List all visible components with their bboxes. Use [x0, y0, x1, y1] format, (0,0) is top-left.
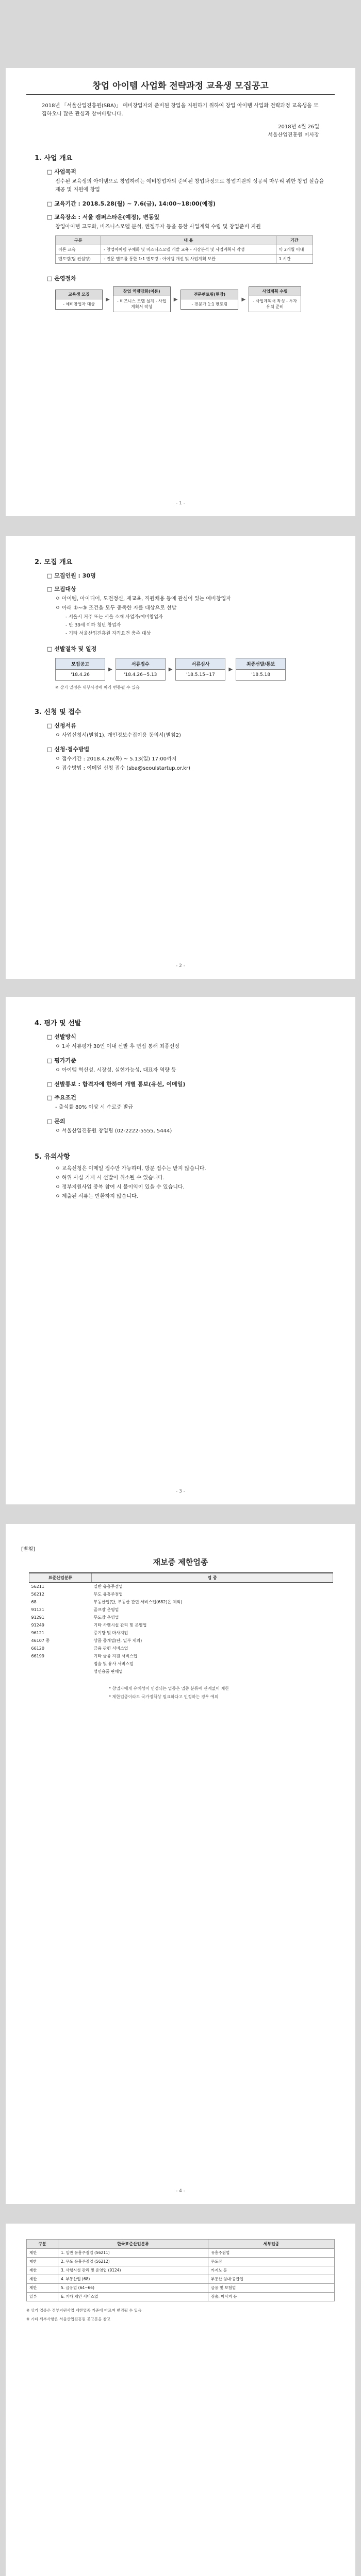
table-cell: 4. 부동산업 (68): [58, 2275, 208, 2284]
edu-place-detail: 창업아이템 고도화, 비즈니스모델 분석, 엔젤투자 등을 통한 사업계획 수립 및 창업준비 지원: [55, 224, 261, 230]
notify-text: □ 선발통보 : 합격자에 한하여 개별 통보(유선, 이메일): [47, 1081, 186, 1088]
conditions-heading: □ 주요조건: [47, 1094, 76, 1101]
page-title: 창업 아이템 사업화 전략과정 교육생 모집공고: [26, 78, 335, 95]
caution-item: ㅇ 제출된 서류는 반환하지 않습니다.: [55, 1194, 138, 1199]
schedule-step-title: 서류심사: [176, 658, 225, 670]
target-item: ㅇ 아래 ①~③ 조건을 모두 충족한 자를 대상으로 선발: [55, 605, 177, 611]
arrow-right-icon: ▶: [228, 666, 233, 672]
section-heading: 1. 사업 개요: [35, 155, 73, 162]
docs-heading: □ 신청서류: [47, 722, 76, 729]
table-row: [56, 245, 313, 255]
flow-step: [113, 286, 171, 312]
table-cell: - 전문 멘토를 통한 1:1 멘토링 - 아이템 개선 및 사업계획 보완: [101, 255, 276, 264]
apply-period: ㅇ 접수기간 : 2018.4.26(목) ~ 5.13(일) 17:00까지: [55, 756, 177, 762]
table-cell: 이론 교육: [56, 245, 101, 255]
schedule-step: [236, 658, 286, 681]
subsection-heading: □ 사업목적: [47, 168, 76, 175]
table-cell: 2. 무도 유흥주점업 (56212): [58, 2258, 208, 2266]
table-cell: 제한: [27, 2258, 58, 2266]
target-item: ㅇ 아이템, 아이디어, 도전정신, 재교육, 직원채용 등에 관심이 있는 예비창업자: [55, 596, 231, 602]
code-cell: [29, 1668, 92, 1675]
code-cell: 91121: [31, 1607, 44, 1612]
table-row: [29, 1637, 333, 1645]
schedule-step: [175, 658, 225, 681]
restriction-note: * 제한업종이라도 국가정책상 필요하다고 인정하는 경우 예외: [109, 1694, 219, 1699]
apply-heading: □ 신청·접수방법: [47, 746, 90, 753]
table-row: [29, 1606, 333, 1614]
schedule-step-title: 최종선발/통보: [236, 658, 285, 670]
table-row: [29, 1645, 333, 1652]
table-cell: 카지노 등: [208, 2266, 335, 2275]
page-number: - 1 -: [176, 501, 185, 506]
table-cell: 제한: [27, 2284, 58, 2293]
restricted-industry-table: [29, 1572, 333, 1675]
table-cell: 제한: [27, 2266, 58, 2275]
table-row: [29, 1621, 333, 1629]
flow-step-body: - 예비창업자 대상: [62, 301, 95, 307]
table-row: [27, 2275, 335, 2284]
flow-step-title: 전문멘토링(현장): [181, 290, 238, 299]
caution-item: ㅇ 허위 사실 기재 시 선발이 취소될 수 있습니다.: [55, 1175, 165, 1181]
table-row: [29, 1583, 333, 1591]
docs-item: ㅇ 사업신청서(별첨1), 개인정보수집이용 동의서(별첨2): [55, 733, 181, 738]
schedule-step: [116, 658, 166, 681]
industry-cell: 성인용품 판매업: [93, 1669, 123, 1674]
page-number: - 2 -: [176, 963, 185, 969]
conditions-detail: - 출석률 80% 이상 시 수료증 발급: [55, 1105, 134, 1110]
table-footnote: ※ 기타 세부사항은 서울산업진흥원 공고문을 참고: [26, 2317, 111, 2321]
table-header: 업 종: [92, 1573, 333, 1583]
table-row: [56, 255, 313, 264]
criteria-heading: □ 평가기준: [47, 1057, 76, 1064]
table-cell: 무도장: [208, 2258, 335, 2266]
flow-step-title: 창업 역량강화(이론): [113, 287, 170, 296]
industry-category-table: [26, 2239, 335, 2301]
table-row: [29, 1629, 333, 1637]
table-cell: 일부: [27, 2293, 58, 2301]
schedule-step-date: '18.4.26: [71, 672, 90, 677]
schedule-heading: □ 선발절차 및 일정: [47, 646, 97, 652]
page-4: [6, 1524, 355, 2204]
attachment-label: [별첨]: [21, 1547, 36, 1552]
table-cell: 제한: [27, 2249, 58, 2258]
schedule-step: [55, 658, 105, 681]
code-cell: 91291: [31, 1615, 44, 1620]
code-cell: 91249: [31, 1623, 44, 1628]
table-header: 한국표준산업분류: [58, 2240, 208, 2249]
industry-cell: 기타 금융 지원 서비스업: [93, 1654, 138, 1658]
table-row: [27, 2293, 335, 2301]
page-number: - 3 -: [176, 1489, 185, 1494]
table-row: [27, 2258, 335, 2266]
contact-detail: ㅇ 서울산업진흥원 창업팀 (02-2222-5555, 5444): [55, 1128, 172, 1134]
edu-period: □ 교육기간 : 2018.5.28(월) ~ 7.6(금), 14:00~18:00(예정): [47, 200, 216, 207]
table-row: [29, 1598, 333, 1606]
arrow-right-icon: ▶: [173, 296, 178, 302]
industry-cell: 점술 및 유사 서비스업: [93, 1662, 134, 1666]
section-heading: 3. 신청 및 접수: [35, 708, 81, 716]
industry-cell: 상품 중개업(단, 일부 제외): [93, 1638, 142, 1643]
flow-step: [55, 290, 103, 310]
industry-cell: 기타 사행시설 관리 및 운영업: [93, 1623, 147, 1628]
flow-step: [180, 290, 238, 310]
table-header: 구분: [27, 2240, 58, 2249]
industry-cell: 부동산업(단, 부동산 관련 서비스업(682)은 제외): [93, 1600, 183, 1604]
selection-detail: ㅇ 1차 서류평가 30인 이내 선발 후 면접 통해 최종선정: [55, 1044, 179, 1049]
table-footnote: ※ 상기 업종은 정부지원사업 제한업종 기준에 따르며 변경될 수 있음: [26, 2308, 142, 2313]
code-cell: 68: [31, 1600, 37, 1604]
schedule-row: [55, 658, 355, 681]
table-cell: 멘토링(팀 컨설팅): [56, 255, 101, 264]
flow-step: [249, 286, 301, 312]
table-row: [29, 1668, 333, 1675]
schedule-step-title: 서류접수: [116, 658, 165, 670]
attachment-title: 재보증 제한업종: [153, 1557, 208, 1567]
code-cell: 46107 중: [31, 1638, 50, 1643]
page-3: [6, 997, 355, 1504]
schedule-step-date: '18.5.15~17: [186, 672, 215, 677]
code-cell: 66199: [31, 1654, 44, 1658]
recruit-count: □ 모집인원 : 30명: [47, 572, 96, 579]
arrow-right-icon: ▶: [168, 666, 173, 672]
flow-step-body: - 전문가 1:1 멘토링: [191, 301, 228, 307]
table-cell: 금융 및 보험업: [208, 2284, 335, 2293]
flow-step-title: 교육생 모집: [56, 290, 102, 299]
table-cell: 3. 사행시설 관리 및 운영업 (9124): [58, 2266, 208, 2275]
section-heading: 5. 유의사항: [35, 1153, 70, 1161]
table-row: [29, 1590, 333, 1598]
industry-cell: 증기탕 및 마사지업: [93, 1631, 128, 1635]
table-cell: 부동산 임대·공급업: [208, 2275, 335, 2284]
table-row: [29, 1614, 333, 1621]
schedule-note: ※ 상기 일정은 내부사정에 따라 변동될 수 있음: [55, 685, 140, 690]
target-condition: - 서울시 거주 또는 서울 소재 사업자/예비창업자: [65, 615, 163, 620]
target-condition: - 기타 서울산업진흥원 자격요건 충족 대상: [65, 631, 151, 636]
caution-item: ㅇ 정부지원사업 중복 참여 시 불이익이 있을 수 있습니다.: [55, 1184, 185, 1190]
target-condition: - 만 39세 이하 청년 창업자: [65, 623, 121, 628]
code-cell: 66120: [31, 1646, 44, 1651]
industry-cell: 무도장 운영업: [93, 1615, 119, 1620]
code-cell: 56211: [31, 1584, 44, 1589]
flow-step-title: 사업계획 수립: [249, 287, 301, 296]
recruit-target: □ 모집대상: [47, 586, 76, 592]
selection-method: □ 선발방식: [47, 1033, 76, 1040]
arrow-right-icon: ▶: [108, 666, 112, 672]
intro-text: 2018년 「서울산업진흥원(SBA)」 예비창업자의 준비된 창업을 지원하기 위하여 창업 아이템 사업화 전략과정 교육생을 모집하오니 많은 관심과 참여바랍니다.: [42, 103, 319, 117]
apply-method: ㅇ 접수방법 : 이메일 신청 접수 (sba@seoulstartup.or.kr): [55, 766, 190, 771]
industry-cell: 일반 유흥주점업: [93, 1584, 123, 1589]
code-cell: [29, 1660, 92, 1668]
flow-step-body: - 비즈니스 모델 설계 - 사업계획서 작성: [117, 299, 167, 309]
table-cell: 점술, 마사지 등: [208, 2293, 335, 2301]
table-cell: 5. 금융업 (64~66): [58, 2284, 208, 2293]
criteria-detail: ㅇ 아이템 혁신성, 시장성, 실현가능성, 대표자 역량 등: [55, 1067, 176, 1073]
section-heading: 2. 모집 개요: [35, 558, 73, 566]
table-row: [27, 2249, 335, 2258]
process-flow: [55, 286, 355, 312]
table-cell: 약 2개월 이내: [276, 245, 313, 255]
schedule-step-title: 모집공고: [56, 658, 105, 670]
page-5: [6, 2224, 355, 2576]
table-cell: 1 시간: [276, 255, 313, 264]
arrow-right-icon: ▶: [241, 296, 246, 302]
page-2: [6, 536, 355, 979]
flow-heading: □ 운영절차: [47, 275, 76, 282]
flow-step-body: - 사업계획서 작성 - 투자유치 준비: [253, 299, 297, 309]
table-header: 기간: [276, 236, 313, 245]
table-header: 내 용: [101, 236, 276, 245]
contact-heading: □ 문의: [47, 1118, 65, 1125]
code-cell: 56212: [31, 1592, 44, 1597]
section-heading: 4. 평가 및 선발: [35, 1020, 81, 1027]
schedule-step-date: '18.5.18: [251, 672, 271, 677]
table-header: 세부업종: [208, 2240, 335, 2249]
table-header: 표준산업분류: [29, 1573, 92, 1583]
table-cell: 유흥주점업: [208, 2249, 335, 2258]
notice-org: 서울산업진흥원 이사장: [268, 132, 319, 138]
restriction-note: * 창업자에게 유해성이 인정되는 업종은 업종 분류에 관계없이 제한: [109, 1686, 229, 1691]
page-number: - 4 -: [176, 2189, 185, 2194]
table-row: [29, 1660, 333, 1668]
table-cell: - 창업아이템 구체화 및 비즈니스모델 개발 교육 - 시장분석 및 사업계획서 작성: [101, 245, 276, 255]
arrow-right-icon: ▶: [106, 296, 110, 302]
table-header: 구분: [56, 236, 101, 245]
table-row: [27, 2266, 335, 2275]
industry-cell: 골프장 운영업: [93, 1607, 119, 1612]
industry-cell: 금융 관련 서비스업: [93, 1646, 128, 1651]
page-1: [6, 68, 355, 516]
schedule-step-date: '18.4.26~5.13: [124, 672, 157, 677]
edu-place: □ 교육장소 : 서울 캠퍼스타운(예정), 변동있: [47, 214, 160, 221]
notice-date: 2018년 4월 26일: [278, 124, 319, 130]
code-cell: 96121: [31, 1631, 44, 1635]
table-row: [29, 1652, 333, 1660]
caution-item: ㅇ 교육신청은 이메일 접수만 가능하며, 방문 접수는 받지 않습니다.: [55, 1166, 206, 1172]
table-row: [27, 2284, 335, 2293]
table-cell: 제한: [27, 2275, 58, 2284]
table-cell: 6. 기타 개인 서비스업: [58, 2293, 208, 2301]
table-cell: 1. 일반 유흥주점업 (56211): [58, 2249, 208, 2258]
program-table: [55, 235, 313, 264]
purpose-text: 접수된 교육생의 아이템으로 창업하려는 예비창업자의 준비된 창업과정으로 창업지원의 성공적 마무리 위한 창업 실습을 제공 및 지원에 창업: [55, 179, 324, 193]
industry-cell: 무도 유흥주점업: [93, 1592, 123, 1597]
